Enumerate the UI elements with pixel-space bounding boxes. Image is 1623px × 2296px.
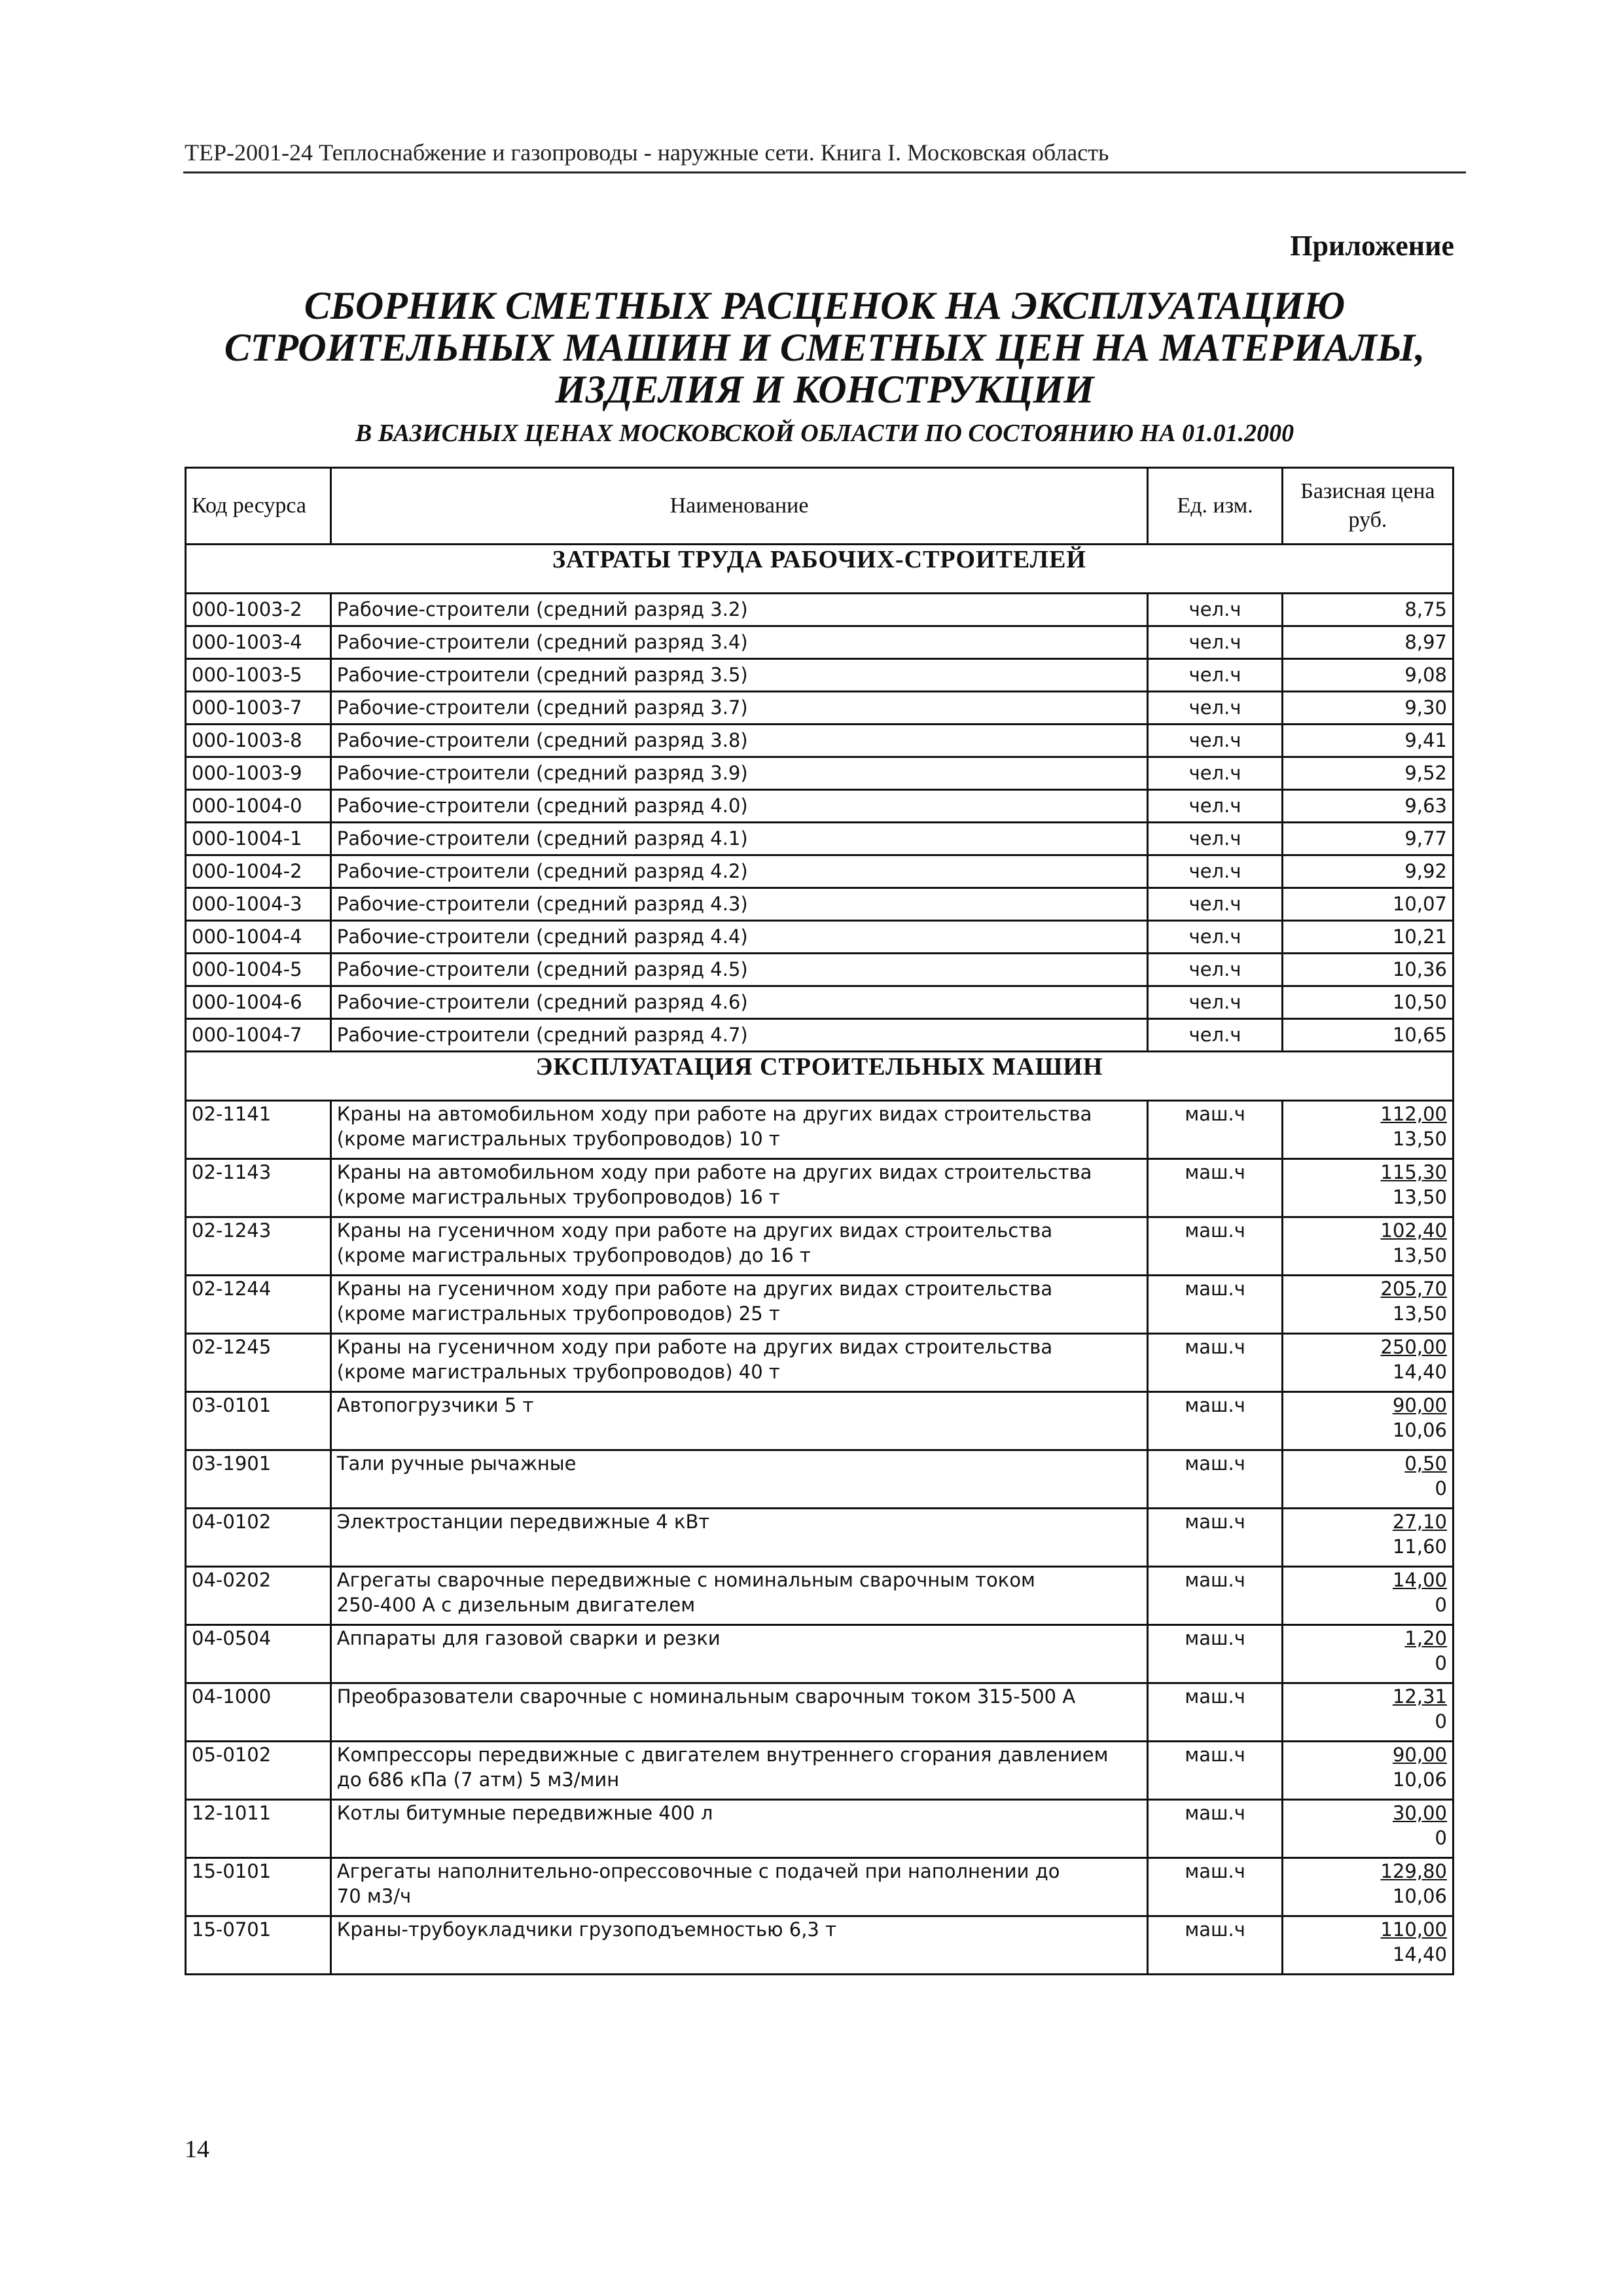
name-line: Котлы битумные передвижные 400 л (336, 1802, 713, 1824)
table-row (186, 626, 1454, 659)
machine-price: 12,31 (1392, 1685, 1447, 1708)
header-price (1282, 468, 1453, 545)
resource-code: 02-1245 (186, 1334, 331, 1392)
section-header-row (186, 1052, 1454, 1101)
name-line: (кроме магистральных трубопроводов) 25 т (336, 1302, 780, 1325)
resource-code: 03-1901 (186, 1450, 331, 1509)
base-price (1282, 1625, 1453, 1683)
price-table (185, 467, 1454, 1975)
unit: маш.ч (1148, 1916, 1283, 1975)
machine-price: 1,20 (1404, 1627, 1447, 1649)
unit: маш.ч (1148, 1858, 1283, 1916)
resource-code: 000-1004-3 (186, 888, 331, 921)
base-price: 10,65 (1282, 1019, 1453, 1052)
resource-name (330, 1567, 1148, 1625)
table-row (186, 692, 1454, 725)
resource-code: 02-1244 (186, 1276, 331, 1334)
unit: чел.ч (1148, 888, 1283, 921)
section-header-row (186, 545, 1454, 594)
base-price (1282, 1567, 1453, 1625)
page-number: 14 (185, 2136, 209, 2163)
table-row (186, 594, 1454, 626)
resource-code: 000-1003-2 (186, 594, 331, 626)
table-row (186, 757, 1454, 790)
machine-price: 110,00 (1380, 1918, 1447, 1941)
unit: маш.ч (1148, 1683, 1283, 1742)
table-row (186, 823, 1454, 855)
resource-name (330, 1159, 1148, 1217)
name-line: Преобразователи сварочные с номинальным сварочным током 315-500 А (336, 1685, 1076, 1708)
resource-name (330, 1450, 1148, 1509)
name-line: (кроме магистральных трубопроводов) 16 т (336, 1186, 780, 1208)
resource-name (330, 1392, 1148, 1450)
unit: маш.ч (1148, 1334, 1283, 1392)
resource-code: 000-1003-9 (186, 757, 331, 790)
resource-code: 000-1003-7 (186, 692, 331, 725)
resource-code: 000-1004-6 (186, 986, 331, 1019)
operator-wage: 11,60 (1392, 1535, 1447, 1558)
table-header-row (186, 468, 1454, 545)
name-line: до 686 кПа (7 атм) 5 м3/мин (336, 1768, 620, 1791)
resource-code: 000-1004-4 (186, 921, 331, 954)
unit: чел.ч (1148, 954, 1283, 986)
table-row (186, 1019, 1454, 1052)
table-row (186, 1509, 1454, 1567)
resource-name: Рабочие-строители (средний разряд 4.2) (330, 855, 1148, 888)
base-price: 9,92 (1282, 855, 1453, 888)
resource-code: 15-0701 (186, 1916, 331, 1975)
base-price: 9,52 (1282, 757, 1453, 790)
resource-code: 04-0102 (186, 1509, 331, 1567)
unit: маш.ч (1148, 1159, 1283, 1217)
resource-code: 02-1143 (186, 1159, 331, 1217)
operator-wage: 13,50 (1392, 1302, 1447, 1325)
table-row (186, 1276, 1454, 1334)
appendix-label: Приложение (1290, 230, 1454, 262)
title-line: СТРОИТЕЛЬНЫХ МАШИН И СМЕТНЫХ ЦЕН НА МАТЕРИАЛЫ, (224, 326, 1425, 369)
name-line: 250-400 А с дизельным двигателем (336, 1594, 696, 1616)
resource-code: 000-1004-0 (186, 790, 331, 823)
table-body (186, 545, 1454, 1975)
machine-price: 90,00 (1392, 1394, 1447, 1416)
unit: маш.ч (1148, 1567, 1283, 1625)
document-title (183, 285, 1466, 410)
resource-code: 05-0102 (186, 1742, 331, 1800)
name-line: Краны на автомобильном ходу при работе на других видах строительства (336, 1103, 1092, 1125)
name-line: Автопогрузчики 5 т (336, 1394, 534, 1416)
table-row (186, 1858, 1454, 1916)
base-price (1282, 1916, 1453, 1975)
unit: маш.ч (1148, 1217, 1283, 1276)
resource-name: Рабочие-строители (средний разряд 4.1) (330, 823, 1148, 855)
resource-name (330, 1916, 1148, 1975)
base-price: 9,08 (1282, 659, 1453, 692)
unit: чел.ч (1148, 725, 1283, 757)
table-row (186, 790, 1454, 823)
operator-wage: 0 (1435, 1594, 1447, 1616)
base-price: 9,30 (1282, 692, 1453, 725)
base-price: 8,97 (1282, 626, 1453, 659)
base-price (1282, 1742, 1453, 1800)
resource-name: Рабочие-строители (средний разряд 4.6) (330, 986, 1148, 1019)
table-row (186, 1392, 1454, 1450)
name-line: (кроме магистральных трубопроводов) 40 т (336, 1361, 780, 1383)
unit: чел.ч (1148, 1019, 1283, 1052)
base-price (1282, 1800, 1453, 1858)
operator-wage: 10,06 (1392, 1885, 1447, 1907)
table-row (186, 1159, 1454, 1217)
running-head: ТЕР-2001-24 Теплоснабжение и газопроводы - наружные сети. Книга I. Московская область (185, 139, 1109, 166)
header-price-line2: руб. (1348, 508, 1387, 532)
operator-wage: 0 (1435, 1710, 1447, 1732)
unit: маш.ч (1148, 1450, 1283, 1509)
operator-wage: 10,06 (1392, 1768, 1447, 1791)
table-row (186, 659, 1454, 692)
machine-price: 115,30 (1380, 1161, 1447, 1183)
base-price (1282, 1101, 1453, 1159)
machine-price: 102,40 (1380, 1219, 1447, 1242)
operator-wage: 10,06 (1392, 1419, 1447, 1441)
unit: маш.ч (1148, 1101, 1283, 1159)
resource-name (330, 1800, 1148, 1858)
section-title: ЭКСПЛУАТАЦИЯ СТРОИТЕЛЬНЫХ МАШИН (186, 1052, 1454, 1101)
header-rule (183, 171, 1466, 173)
unit: маш.ч (1148, 1800, 1283, 1858)
table-row (186, 888, 1454, 921)
machine-price: 14,00 (1392, 1569, 1447, 1591)
resource-code: 04-0504 (186, 1625, 331, 1683)
resource-code: 04-0202 (186, 1567, 331, 1625)
name-line: (кроме магистральных трубопроводов) до 16 т (336, 1244, 811, 1266)
machine-price: 0,50 (1404, 1452, 1447, 1475)
unit: чел.ч (1148, 659, 1283, 692)
resource-name: Рабочие-строители (средний разряд 3.2) (330, 594, 1148, 626)
resource-name (330, 1334, 1148, 1392)
base-price (1282, 1509, 1453, 1567)
resource-name: Рабочие-строители (средний разряд 3.9) (330, 757, 1148, 790)
unit: чел.ч (1148, 823, 1283, 855)
operator-wage: 0 (1435, 1652, 1447, 1674)
machine-price: 112,00 (1380, 1103, 1447, 1125)
resource-name (330, 1625, 1148, 1683)
resource-name (330, 1276, 1148, 1334)
base-price: 8,75 (1282, 594, 1453, 626)
unit: чел.ч (1148, 692, 1283, 725)
operator-wage: 0 (1435, 1477, 1447, 1499)
resource-name: Рабочие-строители (средний разряд 3.8) (330, 725, 1148, 757)
unit: маш.ч (1148, 1625, 1283, 1683)
resource-code: 000-1003-8 (186, 725, 331, 757)
base-price (1282, 1217, 1453, 1276)
resource-name: Рабочие-строители (средний разряд 3.7) (330, 692, 1148, 725)
name-line: Электростанции передвижные 4 кВт (336, 1511, 710, 1533)
machine-price: 90,00 (1392, 1744, 1447, 1766)
resource-name: Рабочие-строители (средний разряд 3.4) (330, 626, 1148, 659)
table-row (186, 1101, 1454, 1159)
base-price (1282, 1683, 1453, 1742)
unit: чел.ч (1148, 594, 1283, 626)
base-price: 10,36 (1282, 954, 1453, 986)
resource-name: Рабочие-строители (средний разряд 4.7) (330, 1019, 1148, 1052)
operator-wage: 14,40 (1392, 1361, 1447, 1383)
base-price: 9,77 (1282, 823, 1453, 855)
resource-code: 03-0101 (186, 1392, 331, 1450)
table-row (186, 1567, 1454, 1625)
base-price: 9,41 (1282, 725, 1453, 757)
resource-name (330, 1101, 1148, 1159)
resource-code: 02-1141 (186, 1101, 331, 1159)
base-price (1282, 1392, 1453, 1450)
name-line: Краны на автомобильном ходу при работе на других видах строительства (336, 1161, 1092, 1183)
table-row (186, 921, 1454, 954)
header-price-line1: Базисная цена (1300, 479, 1435, 503)
resource-code: 000-1004-5 (186, 954, 331, 986)
document-subtitle: В БАЗИСНЫХ ЦЕНАХ МОСКОВСКОЙ ОБЛАСТИ ПО СОСТОЯНИЮ НА 01.01.2000 (355, 420, 1294, 447)
table-row (186, 725, 1454, 757)
table-row (186, 1800, 1454, 1858)
name-line: Краны на гусеничном ходу при работе на других видах строительства (336, 1278, 1053, 1300)
name-line: Краны на гусеничном ходу при работе на других видах строительства (336, 1219, 1053, 1242)
resource-code: 000-1003-5 (186, 659, 331, 692)
name-line: Краны на гусеничном ходу при работе на других видах строительства (336, 1336, 1053, 1358)
resource-code: 04-1000 (186, 1683, 331, 1742)
resource-code: 15-0101 (186, 1858, 331, 1916)
base-price: 10,07 (1282, 888, 1453, 921)
resource-code: 000-1004-7 (186, 1019, 331, 1052)
base-price (1282, 1276, 1453, 1334)
machine-price: 129,80 (1380, 1860, 1447, 1882)
resource-name: Рабочие-строители (средний разряд 4.0) (330, 790, 1148, 823)
resource-code: 02-1243 (186, 1217, 331, 1276)
header-name: Наименование (330, 468, 1148, 545)
base-price: 9,63 (1282, 790, 1453, 823)
table-row (186, 1334, 1454, 1392)
name-line: Агрегаты сварочные передвижные с номинальным сварочным током (336, 1569, 1035, 1591)
name-line: (кроме магистральных трубопроводов) 10 т (336, 1128, 780, 1150)
resource-code: 000-1004-1 (186, 823, 331, 855)
unit: чел.ч (1148, 757, 1283, 790)
unit: чел.ч (1148, 986, 1283, 1019)
resource-code: 000-1004-2 (186, 855, 331, 888)
unit: маш.ч (1148, 1276, 1283, 1334)
name-line: Агрегаты наполнительно-опрессовочные с подачей при наполнении до (336, 1860, 1060, 1882)
resource-name (330, 1217, 1148, 1276)
name-line: Краны-трубоукладчики грузоподъемностью 6,3 т (336, 1918, 836, 1941)
name-line: 70 м3/ч (336, 1885, 412, 1907)
unit: чел.ч (1148, 855, 1283, 888)
unit: чел.ч (1148, 921, 1283, 954)
machine-price: 205,70 (1380, 1278, 1447, 1300)
name-line: Компрессоры передвижные с двигателем внутреннего сгорания давлением (336, 1744, 1109, 1766)
table-row (186, 986, 1454, 1019)
base-price (1282, 1858, 1453, 1916)
unit: маш.ч (1148, 1742, 1283, 1800)
base-price (1282, 1334, 1453, 1392)
base-price: 10,21 (1282, 921, 1453, 954)
operator-wage: 13,50 (1392, 1186, 1447, 1208)
unit: маш.ч (1148, 1509, 1283, 1567)
operator-wage: 13,50 (1392, 1244, 1447, 1266)
base-price (1282, 1159, 1453, 1217)
header-code: Код ресурса (186, 468, 331, 545)
unit: чел.ч (1148, 626, 1283, 659)
title-line: СБОРНИК СМЕТНЫХ РАСЦЕНОК НА ЭКСПЛУАТАЦИЮ (304, 284, 1346, 327)
table-row (186, 1217, 1454, 1276)
resource-name: Рабочие-строители (средний разряд 4.3) (330, 888, 1148, 921)
operator-wage: 0 (1435, 1827, 1447, 1849)
table-row (186, 1450, 1454, 1509)
resource-name: Рабочие-строители (средний разряд 4.4) (330, 921, 1148, 954)
table-row (186, 855, 1454, 888)
table-row (186, 1742, 1454, 1800)
section-title: ЗАТРАТЫ ТРУДА РАБОЧИХ-СТРОИТЕЛЕЙ (186, 545, 1454, 594)
operator-wage: 14,40 (1392, 1943, 1447, 1965)
title-line: ИЗДЕЛИЯ И КОНСТРУКЦИИ (555, 368, 1094, 411)
header-unit: Ед. изм. (1148, 468, 1283, 545)
name-line: Тали ручные рычажные (336, 1452, 577, 1475)
resource-name (330, 1742, 1148, 1800)
resource-name: Рабочие-строители (средний разряд 3.5) (330, 659, 1148, 692)
machine-price: 30,00 (1392, 1802, 1447, 1824)
base-price (1282, 1450, 1453, 1509)
resource-name: Рабочие-строители (средний разряд 4.5) (330, 954, 1148, 986)
resource-code: 000-1003-4 (186, 626, 331, 659)
table-row (186, 1625, 1454, 1683)
table-row (186, 1683, 1454, 1742)
base-price: 10,50 (1282, 986, 1453, 1019)
name-line: Аппараты для газовой сварки и резки (336, 1627, 721, 1649)
operator-wage: 13,50 (1392, 1128, 1447, 1150)
machine-price: 27,10 (1392, 1511, 1447, 1533)
table-row (186, 954, 1454, 986)
unit: маш.ч (1148, 1392, 1283, 1450)
resource-code: 12-1011 (186, 1800, 331, 1858)
resource-name (330, 1858, 1148, 1916)
table-row (186, 1916, 1454, 1975)
machine-price: 250,00 (1380, 1336, 1447, 1358)
resource-name (330, 1509, 1148, 1567)
unit: чел.ч (1148, 790, 1283, 823)
resource-name (330, 1683, 1148, 1742)
